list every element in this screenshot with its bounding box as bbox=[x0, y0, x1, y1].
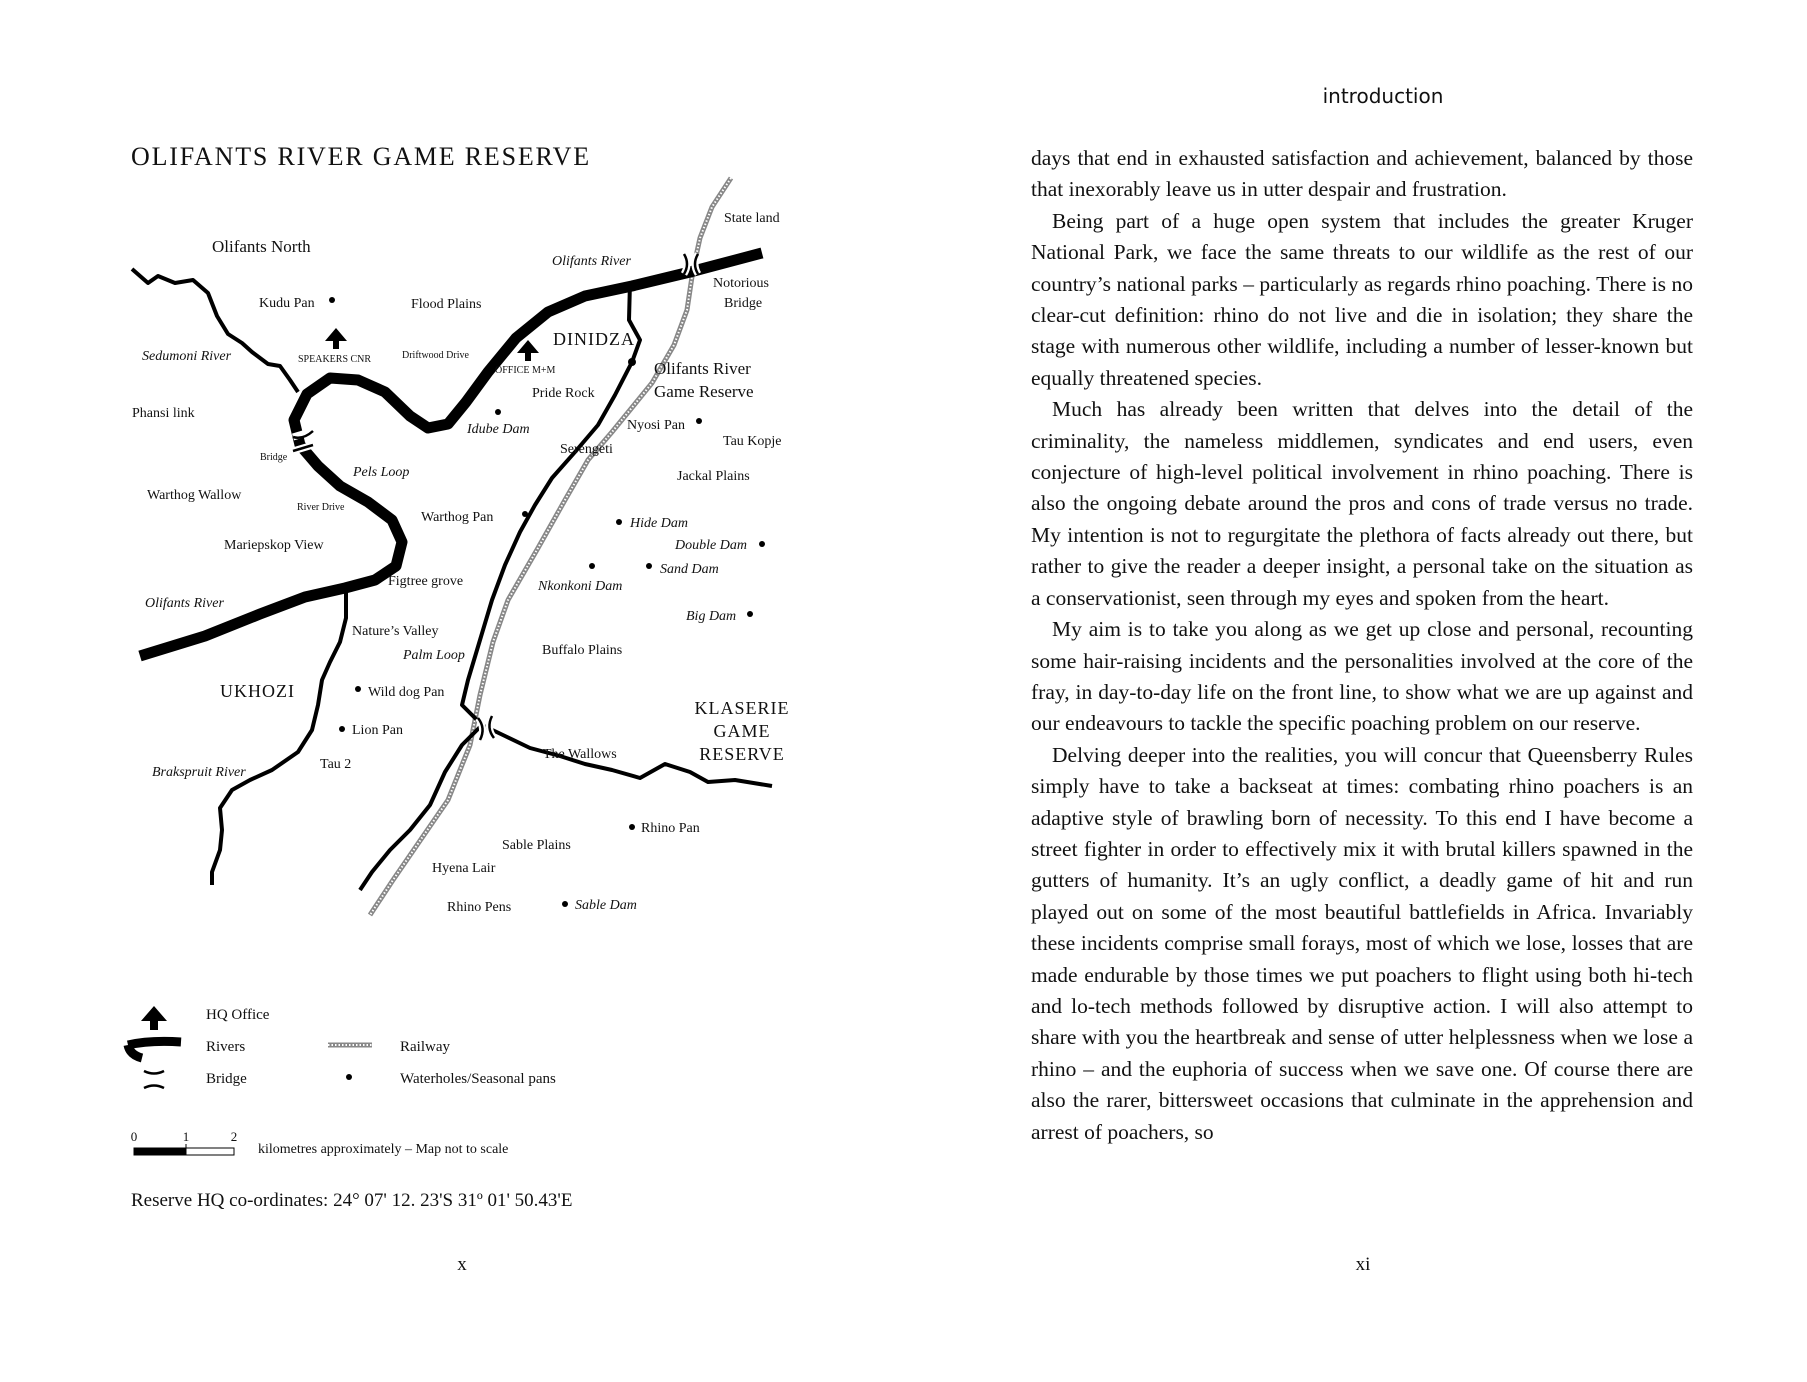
scale-caption: kilometres approximately – Map not to scale bbox=[258, 1142, 509, 1157]
label-bridge: Bridge bbox=[260, 452, 288, 463]
label-dinidza: DINIDZA bbox=[553, 329, 635, 349]
legend-hq-office-label: HQ Office bbox=[206, 1007, 270, 1023]
label-buffalo-plains: Buffalo Plains bbox=[542, 643, 623, 658]
label-hyena-lair: Hyena Lair bbox=[432, 861, 496, 876]
scale-bar bbox=[134, 1144, 234, 1155]
label-klaserie-3: RESERVE bbox=[699, 744, 785, 764]
label-sand-dam: Sand Dam bbox=[660, 562, 719, 577]
running-head: introduction bbox=[1322, 84, 1444, 108]
label-double-dam: Double Dam bbox=[675, 538, 747, 553]
label-klaserie-1: KLASERIE bbox=[694, 698, 790, 718]
label-olifants-river-reserve-2: Game Reserve bbox=[654, 382, 754, 401]
label-warthog-wallow: Warthog Wallow bbox=[147, 488, 242, 503]
label-lion-pan: Lion Pan bbox=[352, 723, 403, 738]
bridge-south bbox=[478, 716, 494, 740]
legend-bridge-label: Bridge bbox=[206, 1071, 247, 1087]
hq-marker-speakers bbox=[325, 328, 347, 349]
legend-river-icon bbox=[128, 1041, 181, 1058]
legend-bridge-icon bbox=[144, 1071, 164, 1088]
legend-waterhole-icon bbox=[346, 1074, 352, 1080]
label-serengeti: Serengeti bbox=[560, 442, 613, 457]
label-office-mm: OFFICE M+M bbox=[495, 365, 556, 376]
label-rhino-pan: Rhino Pan bbox=[641, 821, 700, 836]
label-tau-kopje: Tau Kopje bbox=[723, 434, 782, 449]
label-palm-loop: Palm Loop bbox=[403, 648, 465, 663]
label-nkonkoni-dam: Nkonkoni Dam bbox=[538, 579, 623, 594]
label-ukhozi: UKHOZI bbox=[220, 681, 295, 701]
label-hide-dam: Hide Dam bbox=[630, 516, 688, 531]
left-page bbox=[0, 0, 903, 1382]
label-idube-dam: Idube Dam bbox=[467, 422, 530, 437]
label-sable-plains: Sable Plains bbox=[502, 838, 571, 853]
label-speakers-cnr: SPEAKERS CNR bbox=[298, 354, 372, 365]
paragraph-3: Much has already been written that delves into the detail of the criminality, the nameless middlemen, syndicates and end users, even conjecture of high-level political involvement in rhino poaching. There is also the ongoing debate around the pros and cons of trade versus no trade. My intention is not to regurgitate the plethora of facts already out there, but rather to give the reader a deeper insight, a personal take on the situation as a conservationist, seen through my eyes and spoken from the heart. bbox=[1031, 397, 1693, 610]
label-klaserie-2: GAME bbox=[713, 721, 771, 741]
olifants-river bbox=[140, 253, 762, 656]
page-number-right: xi bbox=[1355, 1254, 1371, 1275]
label-river-drive: River Drive bbox=[297, 502, 345, 513]
paragraph-1: days that end in exhausted satisfaction and achievement, balanced by those that inexorably leave us in utter despair and frustration. bbox=[1031, 146, 1693, 202]
label-wild-dog-pan: Wild dog Pan bbox=[368, 685, 445, 700]
label-rhino-pens: Rhino Pens bbox=[447, 900, 512, 915]
label-jackal-plains: Jackal Plains bbox=[677, 469, 750, 484]
label-warthog-pan: Warthog Pan bbox=[421, 510, 494, 525]
legend-hq-icon bbox=[141, 1006, 167, 1030]
legend-railway-label: Railway bbox=[400, 1039, 450, 1055]
legend-waterholes-label: Waterholes/Seasonal pans bbox=[400, 1071, 556, 1087]
label-phansi-link: Phansi link bbox=[132, 406, 195, 421]
scale-tick-1: 1 bbox=[182, 1129, 190, 1144]
label-natures-valley: Nature’s Valley bbox=[352, 624, 439, 639]
brakspruit-river bbox=[212, 590, 346, 885]
label-sedumoni-river: Sedumoni River bbox=[142, 349, 232, 364]
scale-tick-0: 0 bbox=[130, 1129, 138, 1144]
label-kudu-pan: Kudu Pan bbox=[259, 296, 315, 311]
map-title: OLIFANTS RIVER GAME RESERVE bbox=[131, 142, 591, 171]
label-pride-rock: Pride Rock bbox=[532, 386, 595, 401]
label-olifants-river-left: Olifants River bbox=[145, 596, 224, 611]
sedumoni-river bbox=[132, 269, 298, 392]
label-nyosi-pan: Nyosi Pan bbox=[627, 418, 685, 433]
label-notorious-bridge-1: Notorious bbox=[713, 276, 769, 291]
scale-tick-2: 2 bbox=[230, 1129, 238, 1144]
label-sable-dam: Sable Dam bbox=[575, 898, 637, 913]
paragraph-5: Delving deeper into the realities, you will concur that Queensberry Rules simply have to take a backseat at times: combating rhino poachers is an adaptive style of brawling born of necessity. To this end I have become a street fighter in order to effectively mix it with brutal killers spawned in the gutters of humanity. It’s an ugly conflict, a deadly game of hit and run played out on some of the most beautiful battlefields in Africa. Invariably these incidents comprise small forays, most of which we lose, losses that are made endurable by those times we put poachers to flight using both hi-tech and lo-tech methods followed by disruptive action. I will also attempt to share with you the heartbreak and sense of utter helplessness when we lose a rhino – and the euphoria of success when we save one. Of course there are also the rarer, bittersweet occasions that culminate in the apprehension and arrest of poachers, so bbox=[1031, 742, 1693, 1144]
legend-rivers-label: Rivers bbox=[206, 1039, 246, 1055]
label-flood-plains: Flood Plains bbox=[411, 297, 482, 312]
label-notorious-bridge-2: Bridge bbox=[724, 296, 763, 311]
label-olifants-north: Olifants North bbox=[212, 237, 311, 256]
paragraph-4: My aim is to take you along as we get up close and personal, recounting some hair-raising incidents and the personalities involved at the core of the fray, in day-to-day life on the front line, to show what we are up against and our endeavours to tackle the specific poaching problem on our reserve. bbox=[1031, 617, 1693, 736]
reserve-map bbox=[0, 0, 903, 1382]
label-olifants-river-reserve-1: Olifants River bbox=[654, 359, 751, 378]
body-text bbox=[1031, 143, 1693, 1148]
label-driftwood-drive: Driftwood Drive bbox=[402, 350, 469, 361]
label-figtree-grove: Figtree grove bbox=[388, 574, 464, 589]
label-pels-loop: Pels Loop bbox=[353, 465, 410, 480]
label-olifants-river-top: Olifants River bbox=[552, 254, 631, 269]
page-number-left: x bbox=[457, 1254, 467, 1275]
label-state-land: State land bbox=[724, 211, 780, 226]
hq-marker-office bbox=[517, 340, 539, 361]
hq-coordinates: Reserve HQ co-ordinates: 24° 07' 12. 23'S 31º 01' 50.43'E bbox=[131, 1190, 573, 1211]
label-mariepskop-view: Mariepskop View bbox=[224, 538, 324, 553]
label-the-wallows: The Wallows bbox=[543, 747, 617, 762]
paragraph-2: Being part of a huge open system that includes the greater Kruger National Park, we face the same threats to our wildlife as the rest of our country’s national parks – particularly as regards rhino poaching. There is no clear-cut definition: rhino do not live and die in isolation; they share the stage with numerous other wildlife, including a number of lesser-known but equally threatened species. bbox=[1031, 208, 1693, 390]
label-tau-2: Tau 2 bbox=[320, 757, 352, 772]
label-brakspruit-river: Brakspruit River bbox=[152, 765, 246, 780]
right-page bbox=[903, 0, 1807, 1382]
label-big-dam: Big Dam bbox=[686, 609, 737, 624]
